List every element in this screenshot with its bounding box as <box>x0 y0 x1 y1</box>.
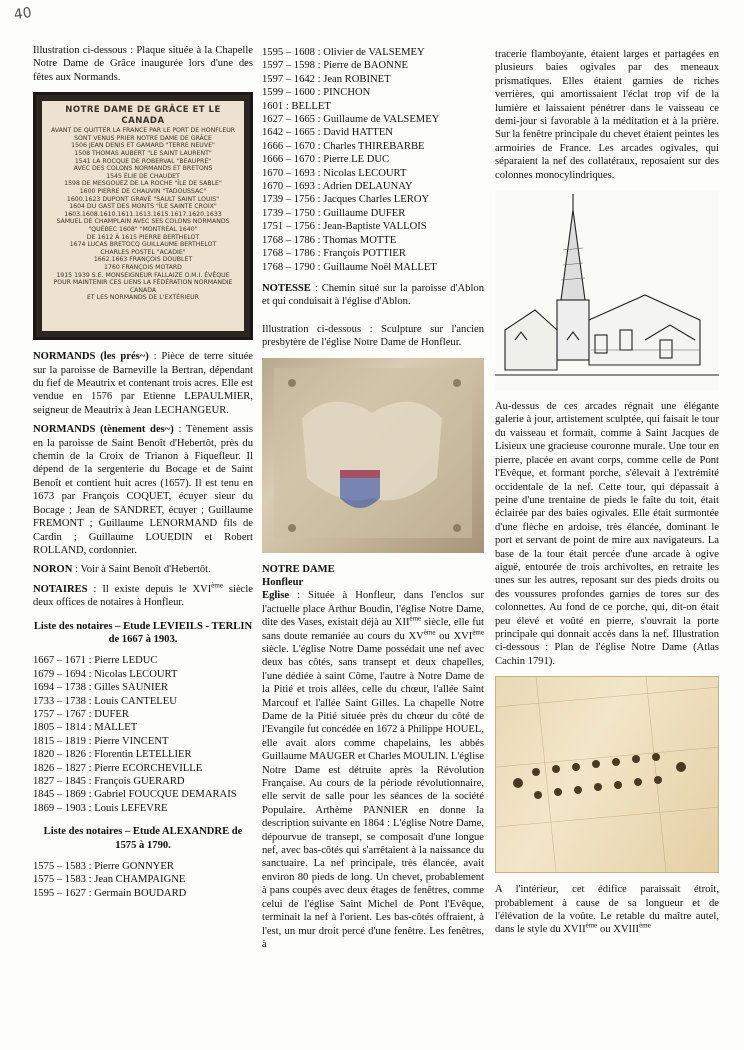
entry-head: NORMANDS (les prés~) <box>33 351 149 363</box>
church-plan-illustration <box>496 677 719 872</box>
plaque-line: 1541 LA ROCQUE DE ROBERVAL "BEAUPRÉ" <box>74 157 212 165</box>
superscript: ème <box>423 628 436 637</box>
plaque-line: 1760 FRANÇOIS MOTARD <box>104 263 182 271</box>
paragraph: Au-dessus de ces arcades régnait une élégante galerie à jour, artistement sculptée, qui faisait le tour du vaisseau et formait, comme à Saint Jacques de Lisieux une gracieuse couronne murale. Une tour en pierre, placée en avant corps, comme celle de Pont l'Evêque, et formant porche, s'élevait à l'extrémité occidentale de la nef. Cette tour, qui dépassait à peine d'une trentaine de pieds le faîte du toit, était éclairée par des baies ogivales. Elle était surmontée d'une flèche en ardoise, très élancée, dominant le port et servant de point de mire aux navigateurs. La base de la tour était percée d'une arcade à ogive aiguë, entourée de trois archivoltes, en retraite les unes sur les autres, reposant sur des pieds droits ou des voussures profondes garnies de tores sur des colonnettes. Au fond de ce porche, qui, dit-on était peu élevé et voûté en pierre, s'ouvrait la porte principale qui donnait accès dans la nef. Illustration ci-dessous : Plan de l'église Notre Dame (Atlas Cachin 1791). <box>495 401 719 667</box>
list-item: 1739 – 1750 : Guillaume DUFER <box>262 207 406 219</box>
plaque-line: CHARLES POSTEL "ACADIE" <box>100 248 186 256</box>
entry-text: : Voir à Saint Benoît d'Hebertôt. <box>72 564 211 576</box>
list-item: 1595 – 1608 : Olivier de VALSEMEY <box>262 47 425 58</box>
entry-text: : Pièce de terre située sur la paroisse de Barneville la Bertran, dépendant du fief de Meautrix et contenant trois acres. Elle est vendue en 1576 par Etienne LEPAULMIER, seigneur de Meautrix à Jean LECHANGEUR. <box>33 351 253 416</box>
church-plan <box>495 676 719 873</box>
list-item: 1757 – 1767 : DUFER <box>33 708 129 720</box>
plaque-line: DE 1612 À 1615 PIERRE BERTHELOT <box>86 233 200 241</box>
list-item: 1597 – 1598 : Pierre de BAONNE <box>262 60 408 72</box>
list-item: 1739 – 1756 : Jacques Charles LEROY <box>262 194 430 206</box>
list-item: 1597 – 1642 : Jean ROBINET <box>262 73 391 85</box>
plaque-line: ET LES NORMANDS DE L'EXTÉRIEUR <box>87 294 199 302</box>
plaque-line: POUR MAINTENIR CES LIENS LA FÉDÉRATION NORMANDIE CANADA <box>53 279 233 294</box>
list-item: 1670 – 1693 : Adrien DELAUNAY <box>262 181 413 193</box>
plaque-line: 1506 JEAN DENIS ET GAMARD "TERRE NEUVE" <box>71 142 215 150</box>
list-item: 1768 – 1790 : Guillaume Noël MALLET <box>262 261 437 273</box>
entry-notesse <box>262 282 484 309</box>
list-item: 1805 – 1814 : MALLET <box>33 722 138 734</box>
list-item: 1667 – 1671 : Pierre LEDUC <box>33 655 158 667</box>
entry-text: : Tènement assis en la paroisse de Saint Benoît d'Hebertôt, près du chemin de la Croix de Trianon à Fiquefleur. Il dépend de la sergenterie du Bocage et de Saint Benoît et contient huit acres (1657). Il est tenu en 1673 par François COQUET, écuyer sieur du Bocage ; Jean de SANDRET, écuyer ; Guillaume FREMONT ; Guillaume LENORMAND fils de Cardin ; Guillaume LOUEDIN et Robert ROLLAND, cordonnier. <box>33 424 253 556</box>
list-item: 1820 – 1826 : Florentin LETELLIER <box>33 749 192 761</box>
list-item: 1575 – 1583 : Pierre GONNYER <box>33 861 174 873</box>
page-number: 40 <box>12 4 33 24</box>
plaque-line: 1508 THOMAS AUBERT "LE SAINT LAURENT" <box>74 150 212 157</box>
list-item: 1599 – 1600 : PINCHON <box>262 87 371 99</box>
entry-text: siècle, elle fut sans doute remaniée au cours du XV <box>262 617 484 642</box>
list-title-alexandre: Liste des notaires – Etude ALEXANDRE de 1575 à 1790. <box>43 826 243 851</box>
list-item: 1733 – 1738 : Louis CANTELEU <box>33 695 177 707</box>
entry-normands-pres <box>33 350 253 417</box>
plaque-line: 1600 PIERRE DE CHAUVIN "TADOUSSAC" <box>79 187 207 195</box>
column-1 <box>33 44 253 908</box>
coat-of-arms-icon <box>340 470 380 508</box>
superscript: ème <box>211 581 223 590</box>
list-item: 1815 – 1819 : Pierre VINCENT <box>33 735 169 747</box>
entry-notaires <box>33 583 253 610</box>
list-item: 1768 – 1786 : Thomas MOTTE <box>262 234 397 246</box>
entry-text: A l'intérieur, cet édifice paraissait étroit, probablement à cause de sa longueur et de l'élévation de la voûte. Le retable du maître autel, dans le style du XVII <box>495 884 719 936</box>
list-item: 1627 – 1665 : Guillaume de VALSEMEY <box>262 114 440 126</box>
plaque-line: 1674 LUCAS BRETOCQ GUILLAUME BERTHELOT <box>69 241 217 249</box>
list-item: 1827 – 1845 : François GUERARD <box>33 776 185 787</box>
plaque-line: 1600.1623 DUPONT GRAVÉ "SAULT SAINT LOUIS" <box>66 195 220 203</box>
section-subtitle: Honfleur <box>262 576 304 588</box>
section-title: NOTRE DAME <box>262 563 335 575</box>
sculpture-illustration <box>262 358 484 553</box>
paragraph <box>495 883 719 937</box>
entry-text: siècle deux offices de notaires à Honfleur. <box>33 583 253 609</box>
plaque-line: 1604 DU GAST DES MONTS "ÎLE SAINTE CROIX" <box>69 203 217 211</box>
list-item: 1826 – 1827 : Pierre ECORCHEVILLE <box>33 762 203 774</box>
entry-head: NOTESSE <box>262 282 311 294</box>
paragraph: tracerie flamboyante, étaient larges et partagées en plusieurs baies ogivales par des meneaux prismatiques. Elles étaient garnies de riches verrières, qui amortissaient l'éclat trop vif de la lumière et laissaient pénétrer dans le vaisseau ce demi-jour si favorable à la méditation et à la prière. Sur la fenêtre principale du chevet étaient peintes les armoiries de France. Les arcades ogivales, qui séparaient la nef des collatéraux, reposaient sur des colonnes monocylindriques. <box>495 49 719 181</box>
plaque-caption: Illustration ci-dessous : Plaque située à la Chapelle Notre Dame de Grâce inaugurée lors d'une des fêtes aux Normands. <box>33 45 253 83</box>
plaque-line: 1545 ÉLIE DE CHAUDET <box>106 172 180 180</box>
plaque-line: 1598 DE MESGOUEZ DE LA ROCHE "ÎLE DE SABLE" <box>64 180 222 188</box>
entry-text: : Située à Honfleur, dans l'enclos sur l'actuelle place Arthur Boudin, l'église Notre Dame, dite des Vases, existait déjà au XII <box>262 590 484 629</box>
list-item: 1666 – 1670 : Pierre LE DUC <box>262 154 390 166</box>
list-item: 1642 – 1665 : David HATTEN <box>262 127 393 139</box>
list-item: 1751 – 1756 : Jean-Baptiste VALLOIS <box>262 221 427 233</box>
list-item: 1670 – 1693 : Nicolas LECOURT <box>262 167 407 179</box>
list-item: 1694 – 1738 : Gilles SAUNIER <box>33 682 169 694</box>
plaque-line: SONT VENUS PRIER NOTRE DAME DE GRÂCE <box>74 134 212 142</box>
list-item: 1601 : BELLET <box>262 100 331 112</box>
list-item: 1768 – 1786 : François POTTIER <box>262 248 406 260</box>
entry-text: ou XVI <box>435 630 473 642</box>
column-2 <box>262 46 484 957</box>
plaque-line: 1915 1939 S.E. MONSEIGNEUR FALLAIZE O.M.I. ÉVÊQUE <box>56 271 230 279</box>
plaque-line: 1662.1663 FRANÇOIS DOUBLET <box>93 256 193 264</box>
entry-normands-tenement <box>33 423 253 557</box>
entry-head: Eglise <box>262 590 290 602</box>
list-title-levieils: Liste des notaires – Etude LEVIEILS - TERLIN de 1667 à 1903. <box>33 620 253 645</box>
plaque-photo <box>33 92 253 340</box>
entry-text: : Chemin situé sur la paroisse d'Ablon et qui conduisait à l'église d'Ablon. <box>262 282 484 308</box>
notary-list-levieils <box>33 654 253 788</box>
plaque-line: AVANT DE QUITTER LA FRANCE PAR LE PORT DE HONFLEUR <box>50 127 236 135</box>
sculpture-caption: Illustration ci-dessous : Sculpture sur l'ancien presbytère de l'église Notre Dame de Honfleur. <box>262 323 484 349</box>
plaque-text <box>42 101 244 331</box>
column-3 <box>495 48 719 943</box>
list-item: 1869 – 1903 : Louis LEFEVRE <box>33 802 168 814</box>
entry-text: siècle. L'église Notre Dame possédait une nef avec deux bas côtés, sans transept et deux chapelles, l'une dédiée à saint Côme, l'autre à Notre Dame de la Pitié et trois allées, celle du chœur, l'allée Saint Marcouf et l'allée Saint Gilles. La chapelle Notre Dame de la Pitié située près du chœur du côté de l'Evangile fut concédée en 1672 à Philippe HOUEL, elle avait alors comme chapelains, les abbés Guillaume MAUGER et Charles MOULIN. L'église Notre Dame est détruite après la Révolution Française. Au cours de la période révolutionnaire, elle servit de salle pour les séances de la société Populaire. Arthème PANNIER en donne la description suivante en 1864 : L'église Notre Dame, dépourvue de transept, se composait d'une longue nef, avec bas-côtés qui s'arrêtaient à la naissance du sanctuaire. La nef principale, très élancée, avait environ 80 pieds de long. Un chevet, probablement à pans coupés avec deux étages de fenêtres, comme celui de l'église Saint Michel de Pont l'Evêque, terminait la nef à l'orient. Les bas-côtés offraient, à l'est, un mur droit percé d'une fenêtre. Les fenêtres, à <box>262 643 484 950</box>
list-item: 1595 – 1627 : Germain BOUDARD <box>33 887 187 899</box>
church-sketch <box>495 190 719 390</box>
entry-head: NOTAIRES <box>33 583 88 595</box>
superscript: ème <box>639 921 651 930</box>
entry-text: : Il existe depuis le XVI <box>87 583 212 595</box>
entry-eglise <box>262 589 484 951</box>
plaque-line: 1603.1608.1610.1611.1613.1615.1617.1620.1633 <box>64 210 222 218</box>
entry-text: ou XVIII <box>597 924 640 936</box>
list-item: 1679 – 1694 : Nicolas LECOURT <box>33 668 178 680</box>
notary-list-alexandre <box>33 860 253 900</box>
notary-list-continued <box>262 46 484 274</box>
plaque-title: NOTRE DAME DE GRÂCE ET LE CANADA <box>65 105 221 127</box>
list-item: 1666 – 1670 : Charles THIREBARBE <box>262 140 425 152</box>
list-item: 1575 – 1583 : Jean CHAMPAIGNE <box>33 874 186 886</box>
church-sketch-illustration <box>495 190 719 390</box>
superscript: ème <box>585 921 598 930</box>
plaque-line: SAMUEL DE CHAMPLAIN AVEC SES COLONS NORMANDS <box>56 218 230 226</box>
superscript: ème <box>472 628 484 637</box>
list-item: 1845 – 1869 : Gabriel FOUCQUE DEMARAIS <box>33 789 237 801</box>
plaque-line: AVEC DES COLONS NORMANDS ET BRETONS <box>73 165 213 173</box>
superscript: ème <box>409 614 422 623</box>
entry-head: NORMANDS (tènement des~) <box>33 424 174 436</box>
entry-noron <box>33 563 253 576</box>
entry-head: NORON <box>33 564 73 576</box>
sculpture-photo <box>262 358 484 553</box>
plaque-line: "QUÉBEC 1608" "MONTRÉAL 1640" <box>88 225 198 233</box>
